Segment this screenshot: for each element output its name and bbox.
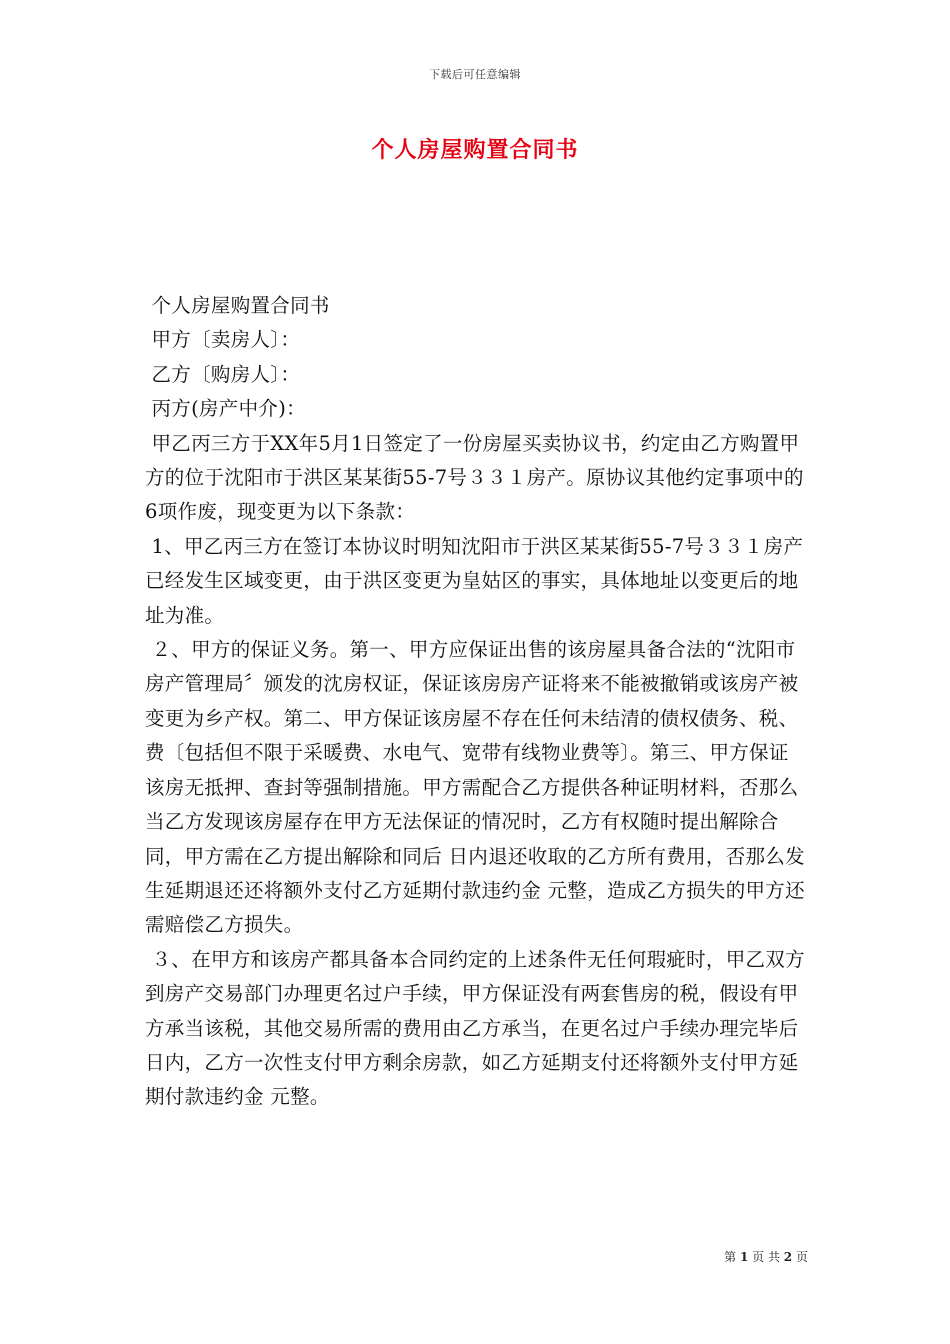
page-middle: 页 共 (752, 1250, 780, 1264)
total-pages: 2 (783, 1250, 793, 1264)
paragraph-preamble: 甲乙丙三方于XX年5月1日签定了一份房屋买卖协议书，约定由乙方购置甲方的位于沈阳市于洪区某某街55-7号３３１房产。原协议其他约定事项中的6项作废，现变更为以下条款： (145, 431, 804, 524)
page-prefix: 第 (724, 1250, 737, 1264)
page-suffix: 页 (795, 1250, 808, 1264)
paragraph-title-repeat: 个人房屋购置合同书 (145, 294, 330, 317)
paragraph-clause-2: ２、甲方的保证义务。第一、甲方应保证出售的该房屋具备合法的“沈阳市房产管理局〞颁发的沈房权证，保证该房房产证将来不能被撤销或该房产被变更为乡产权。第二、甲方保证该房屋不存在任何未结清的债权债务、税、费〔包括但不限于采暖费、水电气、宽带有线物业费等〕。第三、甲方保证该房无抵押、查封等强制措施。甲方需配合乙方提供各种证明材料，否那么当乙方发现该房屋存在甲方无法保证的情况时，乙方有权随时提出解除合同，甲方需在乙方提出解除和同后 日内退还收取的乙方所有费用，否那么发生延期退还还将额外支付乙方延期付款违约金 元整，造成乙方损失的甲方还需赔偿乙方损失。 (145, 638, 805, 937)
document-title: 个人房屋购置合同书 (371, 137, 579, 163)
paragraph-clause-3: ３、在甲方和该房产都具备本合同约定的上述条件无任何瑕疵时，甲乙双方到房产交易部门办理更名过户手续，甲方保证没有两套售房的税，假设有甲方承当该税，其他交易所需的费用由乙方承当，在更名过户手续办理完毕后 日内，乙方一次性支付甲方剩余房款，如乙方延期支付还将额外支付甲方延期付款违约金 元整。 (145, 947, 805, 1109)
paragraph-party-a: 甲方〔卖房人〕： (145, 328, 301, 352)
header-note: 下载后可任意编辑 (429, 68, 521, 81)
page-number (724, 1248, 808, 1265)
paragraph-clause-1: 1、甲乙丙三方在签订本协议时明知沈阳市于洪区某某街55-7号３３１房产已经发生区域变更，由于洪区变更为皇姑区的事实，具体地址以变更后的地址为准。 (145, 534, 804, 627)
document-body (145, 289, 807, 1115)
current-page: 1 (739, 1250, 749, 1264)
paragraph-party-c: 丙方(房产中介)： (145, 397, 306, 421)
paragraph-party-b: 乙方〔购房人〕： (145, 362, 301, 386)
